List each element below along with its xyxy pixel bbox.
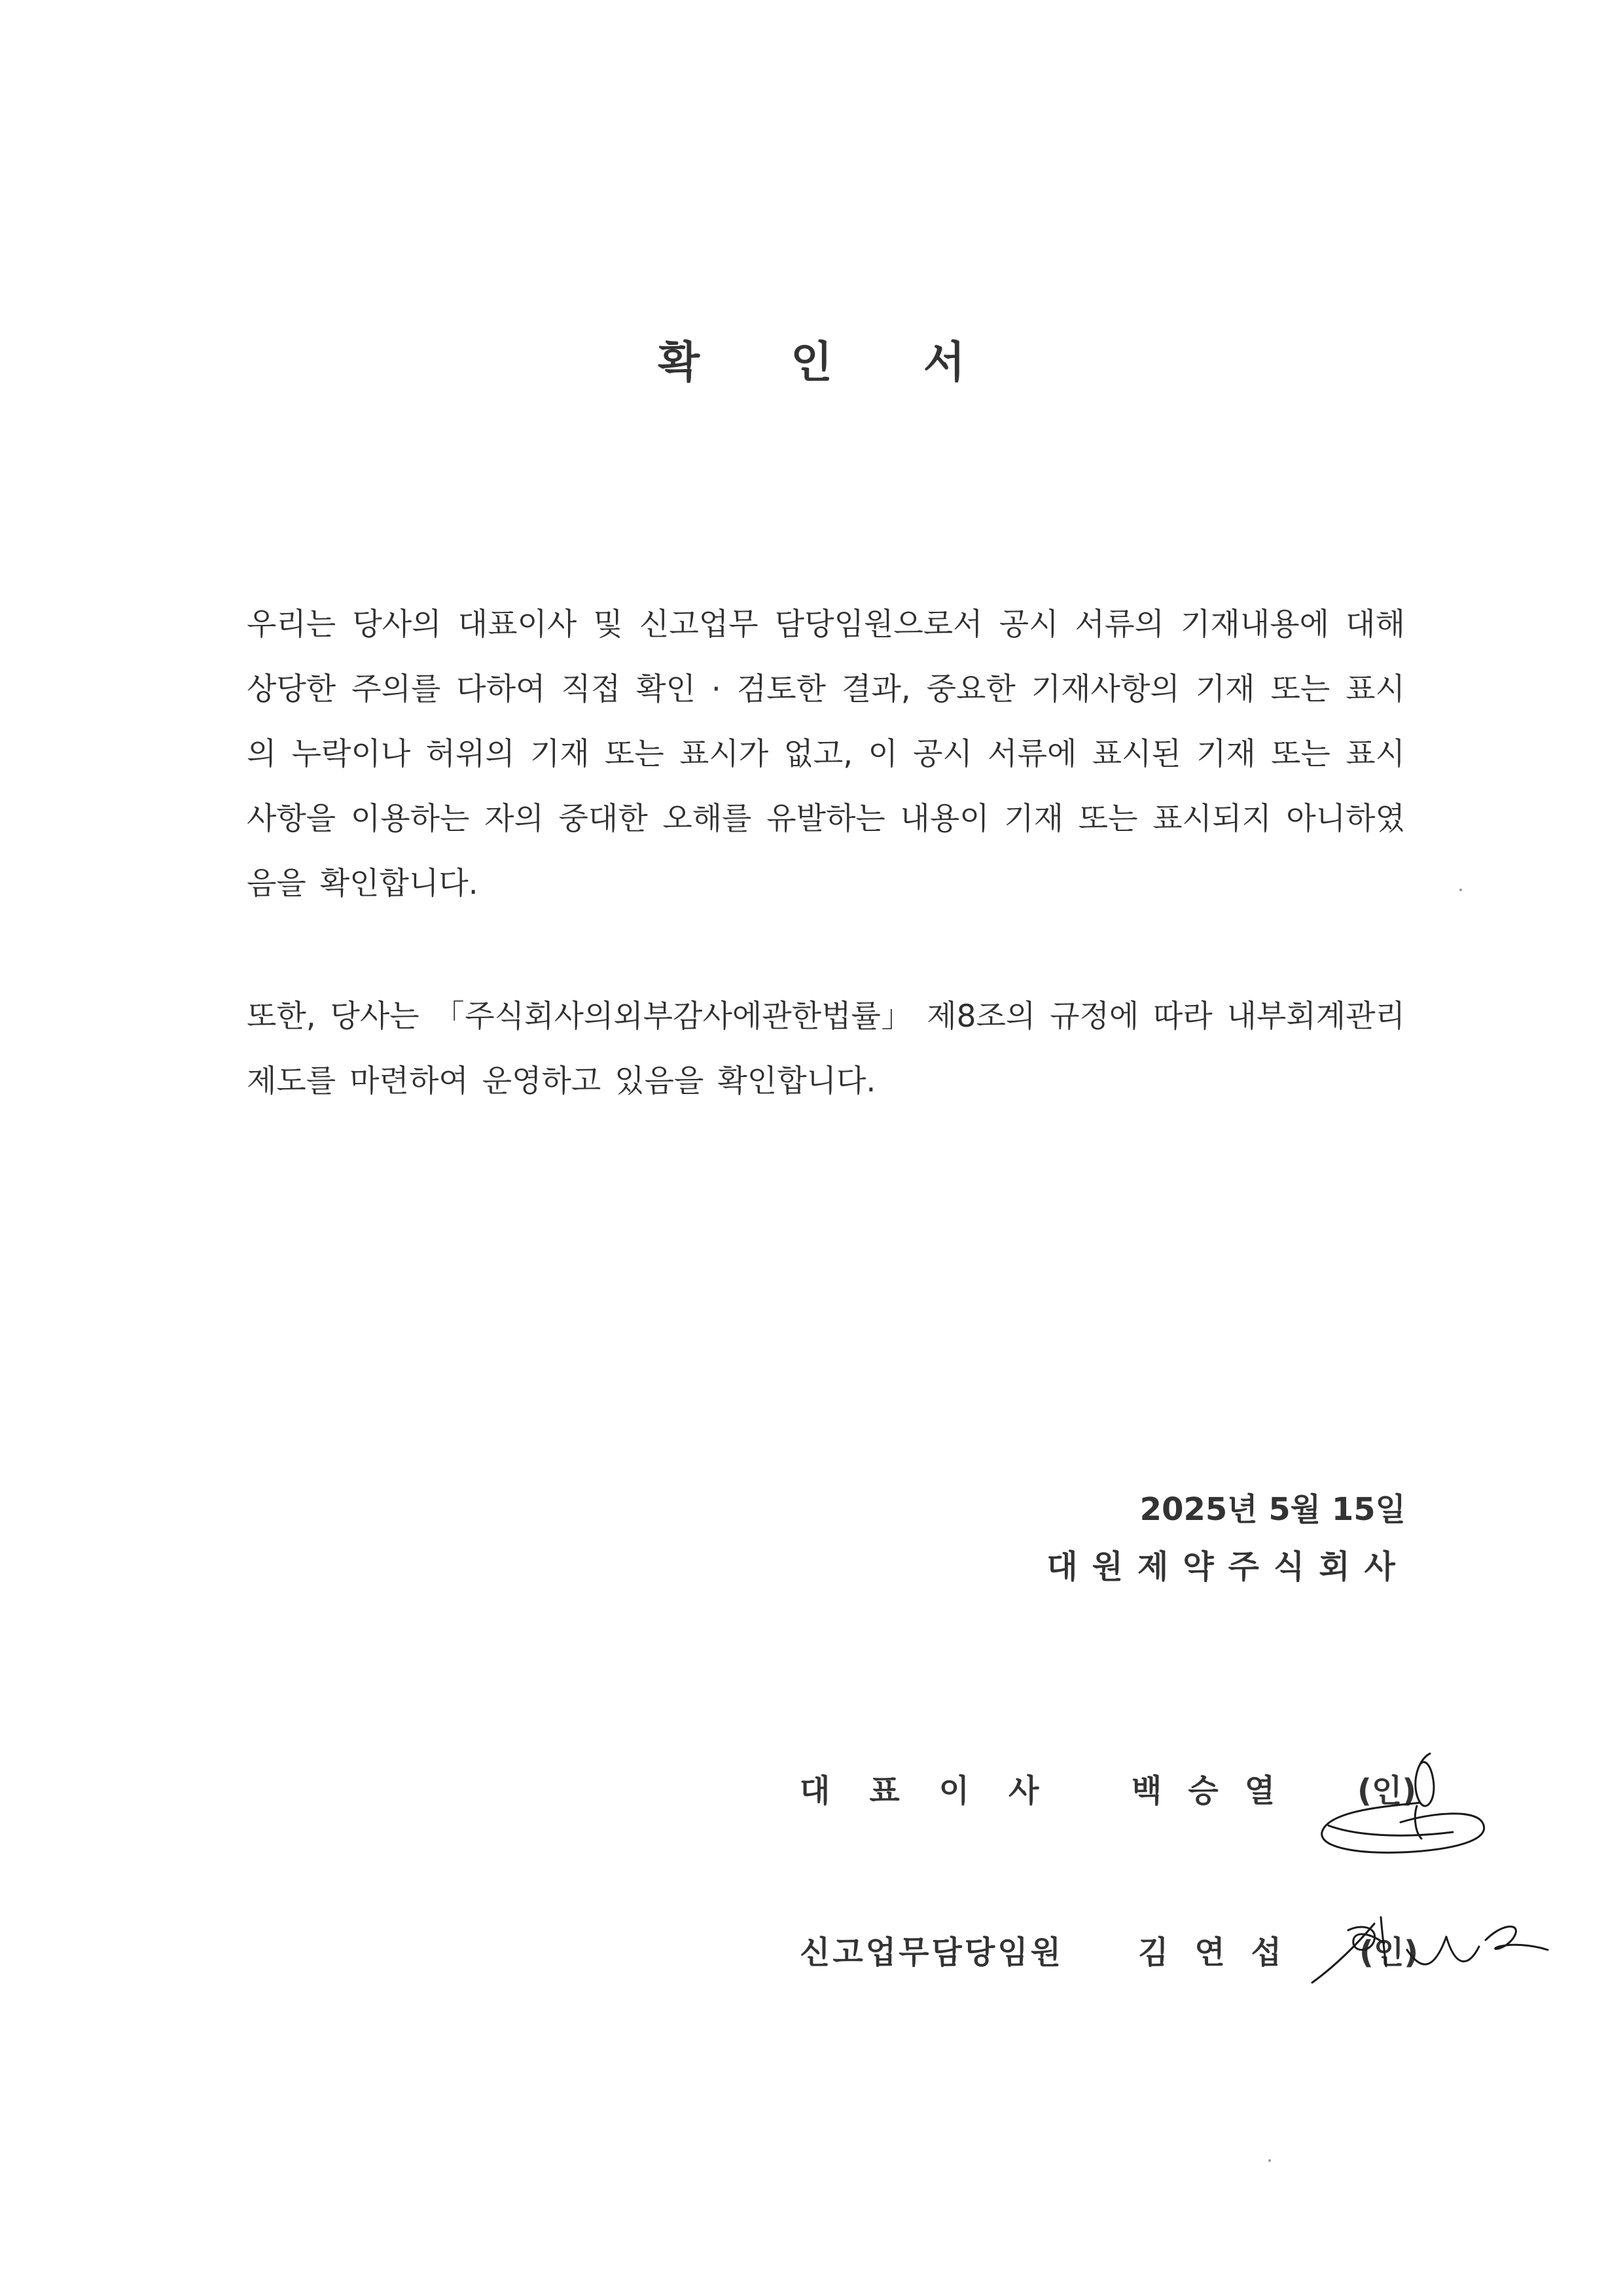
signatory-name: 백승열 <box>1132 1773 1302 1809</box>
handwritten-signature-disclosure-officer <box>1309 1904 1551 1996</box>
scan-speck <box>1268 2159 1271 2162</box>
seal-mark: (인) <box>1359 1934 1419 1971</box>
signatory-name: 김연섭 <box>1138 1934 1308 1971</box>
signatory-role: 대표이사 <box>800 1773 1079 1809</box>
seal-mark: (인) <box>1357 1773 1417 1809</box>
company-name: 대원제약주식회사 <box>1046 1548 1410 1585</box>
signatory-role: 신고업무담당임원 <box>800 1934 1063 1971</box>
scan-speck <box>1459 889 1462 891</box>
internal-control-paragraph: 또한, 당사는 「주식회사의외부감사에관한법률」 제8조의 규정에 따라 내부회계관리제도를 마련하여 운영하고 있음을 확인합니다. <box>247 998 1405 1099</box>
document-title: 확 인 서 <box>658 337 1003 387</box>
document-date: 2025년 5월 15일 <box>1139 1491 1406 1528</box>
confirmation-paragraph: 우리는 당사의 대표이사 및 신고업무 담당임원으로서 공시 서류의 기재내용에 대해 상당한 주의를 다하여 직접 확인 · 검토한 결과, 중요한 기재사항의 기재 또는 표시의 누락이나 허위의 기재 또는 표시가 없고, 이 공시 서류에 표시된 기재 또는 표시사항을 이용하는 자의 중대한 오해를 유발하는 내용이 기재 또는 표시되지 아니하였음을 확인합니다. <box>247 607 1405 902</box>
